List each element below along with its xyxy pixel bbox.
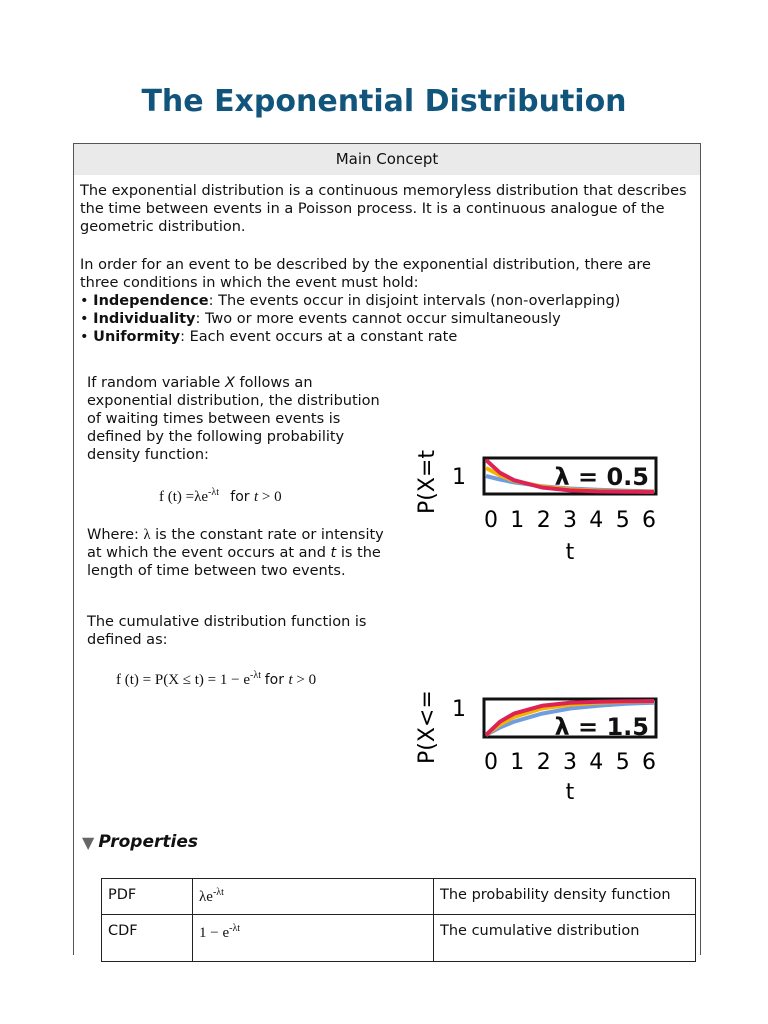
condition-item: • Independence: The events occur in disjoint intervals (non-overlapping) [80,293,621,309]
x-tick-label: 5 [615,508,630,533]
x-tick-label: 4 [589,508,604,533]
x-tick-label: 6 [642,750,656,775]
where-description: Where: λ is the constant rate or intensity at which the event occurs at and t is the length of time between two events. [87,527,384,579]
pdf-plot-xlabel: t [565,540,575,564]
page-title: The Exponential Distribution [141,84,627,119]
x-tick-label: 3 [563,750,577,775]
properties-table [101,878,696,962]
x-tick-label: 2 [536,508,551,533]
cdf-formula: f $(t) = P(X \le t) = 1 - e^{-\lambda t}$ for t > 0 [116,670,317,688]
cdf-plot-legend: λ = 1.5 [554,713,649,741]
property-name: PDF [102,879,193,915]
condition-item: • Uniformity: Each event occurs at a constant rate [80,329,458,345]
main-concept-header: Main Concept [74,144,700,175]
condition-desc: : The events occur in disjoint intervals (non-overlapping) [208,293,621,309]
intro-paragraph: The exponential distribution is a continuous memoryless distribution that describes the time between events in a Poisson process. It is a continuous analogue of the geometric distribution. [80,183,687,235]
pdf-plot-legend: λ = 0.5 [554,463,649,491]
properties-heading: Properties [98,832,198,852]
condition-term: Individuality [93,311,196,327]
cdf-plot-xlabel: t [565,780,575,804]
property-desc: The cumulative distribution [434,915,696,962]
x-tick-label: 0 [484,750,498,775]
x-tick-label: 5 [615,750,630,775]
x-tick-label: 4 [589,750,604,775]
cdf-plot-ylabel: P(X<= [415,690,440,764]
pdf-plot [404,429,674,564]
condition-item: • Individuality: Two or more events cannot occur simultaneously [80,311,561,327]
condition-desc: : Each event occurs at a constant rate [180,329,458,345]
x-tick-label: 1 [510,750,525,775]
cdf-plot-ytick: 1 [452,697,466,722]
property-formula: $\lambda e^{-\lambda t}$ [193,879,434,915]
pdf-formula: f $(t) =\lambda e^{-\lambda t}$ for t > 0 [159,487,282,505]
property-name: CDF [102,915,193,962]
x-tick-label: 3 [563,508,577,533]
x-tick-label: 0 [484,508,498,533]
property-desc: The probability density function [434,879,696,915]
pdf-plot-ytick: 1 [452,465,466,490]
condition-term: Uniformity [93,329,181,345]
pdf-description: If random variable X follows an exponential distribution, the distribution of waiting times between events is defined by the following probability density function: [87,375,380,463]
properties-toggle[interactable] [82,832,198,852]
main-concept-panel [73,143,701,955]
pdf-plot-ylabel: P(X=t [415,450,440,514]
conditions-intro: In order for an event to be described by the exponential distribution, there are three conditions in which the event must hold: [80,257,651,291]
condition-term: Independence [93,293,209,309]
property-formula: $1 - e^{-\lambda t}$ [193,915,434,962]
table-row [102,915,696,962]
x-tick-label: 1 [510,508,525,533]
x-tick-label: 6 [642,508,656,533]
cdf-plot [404,669,674,804]
conditions-block [80,256,690,346]
triangle-down-icon: ▼ [82,832,95,852]
condition-desc: : Two or more events cannot occur simultaneously [195,311,561,327]
table-row [102,879,696,915]
cdf-description: The cumulative distribution function is defined as: [87,614,367,648]
x-tick-label: 2 [536,750,551,775]
